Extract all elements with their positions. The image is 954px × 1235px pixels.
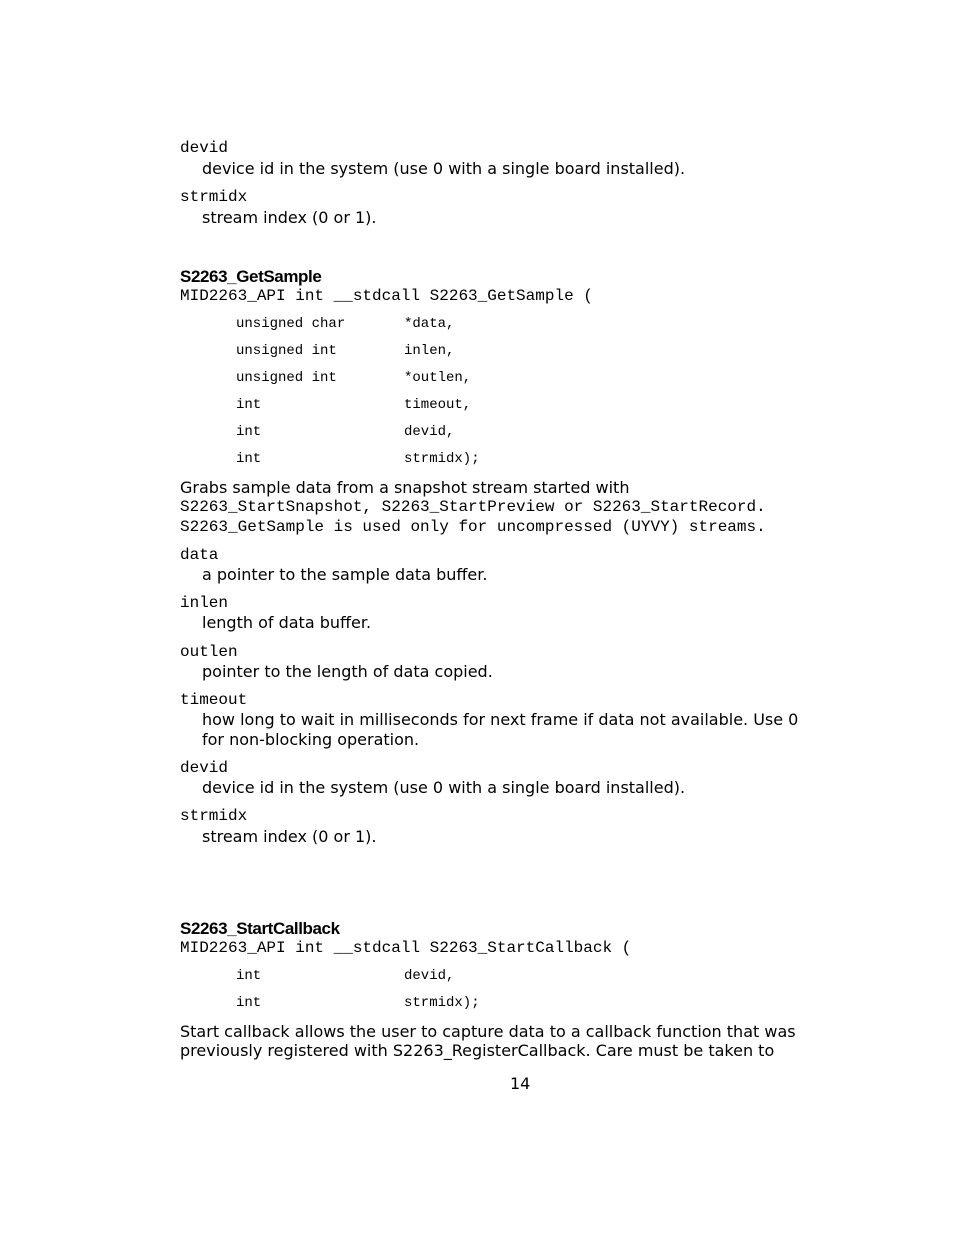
param-description: stream index (0 or 1).: [202, 208, 377, 227]
param-description: device id in the system (use 0 with a single board installed).: [202, 778, 686, 797]
function-description: previously registered with S2263_RegisterCallback. Care must be taken to: [180, 1041, 775, 1060]
param-description: how long to wait in milliseconds for next frame if data not available. Use 0: [202, 710, 799, 729]
param-name: outlen: [180, 643, 238, 661]
arg-name: devid,: [404, 968, 455, 984]
function-description-code: S2263_StartSnapshot, S2263_StartPreview or S2263_StartRecord.: [180, 498, 766, 516]
param-description-continued: for non-blocking operation.: [202, 730, 420, 749]
param-description: device id in the system (use 0 with a single board installed).: [202, 159, 686, 178]
arg-name: *data,: [404, 316, 455, 332]
param-name: strmidx: [180, 188, 248, 206]
arg-name: inlen,: [404, 343, 455, 359]
arg-name: timeout,: [404, 397, 472, 413]
arg-name: *outlen,: [404, 370, 472, 386]
arg-type: int: [236, 451, 262, 467]
arg-name: strmidx);: [404, 995, 480, 1011]
function-signature: MID2263_API int __stdcall S2263_GetSample (: [180, 287, 593, 305]
param-description: pointer to the length of data copied.: [202, 662, 493, 681]
param-name: devid: [180, 139, 229, 157]
arg-type: unsigned int: [236, 343, 337, 359]
page-number: 14: [510, 1074, 531, 1093]
param-description: length of data buffer.: [202, 613, 372, 632]
function-description: Start callback allows the user to capture data to a callback function that was: [180, 1022, 796, 1041]
param-description: stream index (0 or 1).: [202, 827, 377, 846]
arg-type: unsigned char: [236, 316, 346, 332]
arg-name: strmidx);: [404, 451, 480, 467]
arg-type: int: [236, 968, 262, 984]
param-name: inlen: [180, 594, 229, 612]
function-signature: MID2263_API int __stdcall S2263_StartCallback (: [180, 939, 632, 957]
arg-type: int: [236, 397, 262, 413]
param-name: devid: [180, 759, 229, 777]
param-description: a pointer to the sample data buffer.: [202, 565, 488, 584]
arg-type: unsigned int: [236, 370, 337, 386]
param-name: timeout: [180, 691, 248, 709]
param-name: data: [180, 546, 219, 564]
param-name: strmidx: [180, 807, 248, 825]
arg-type: int: [236, 995, 262, 1011]
section-heading-getsample: S2263_GetSample: [180, 267, 322, 286]
function-description-code: S2263_GetSample is used only for uncompressed (UYVY) streams.: [180, 518, 766, 536]
function-description: Grabs sample data from a snapshot stream started with: [180, 478, 630, 497]
section-heading-startcallback: S2263_StartCallback: [180, 919, 340, 938]
arg-name: devid,: [404, 424, 455, 440]
arg-type: int: [236, 424, 262, 440]
